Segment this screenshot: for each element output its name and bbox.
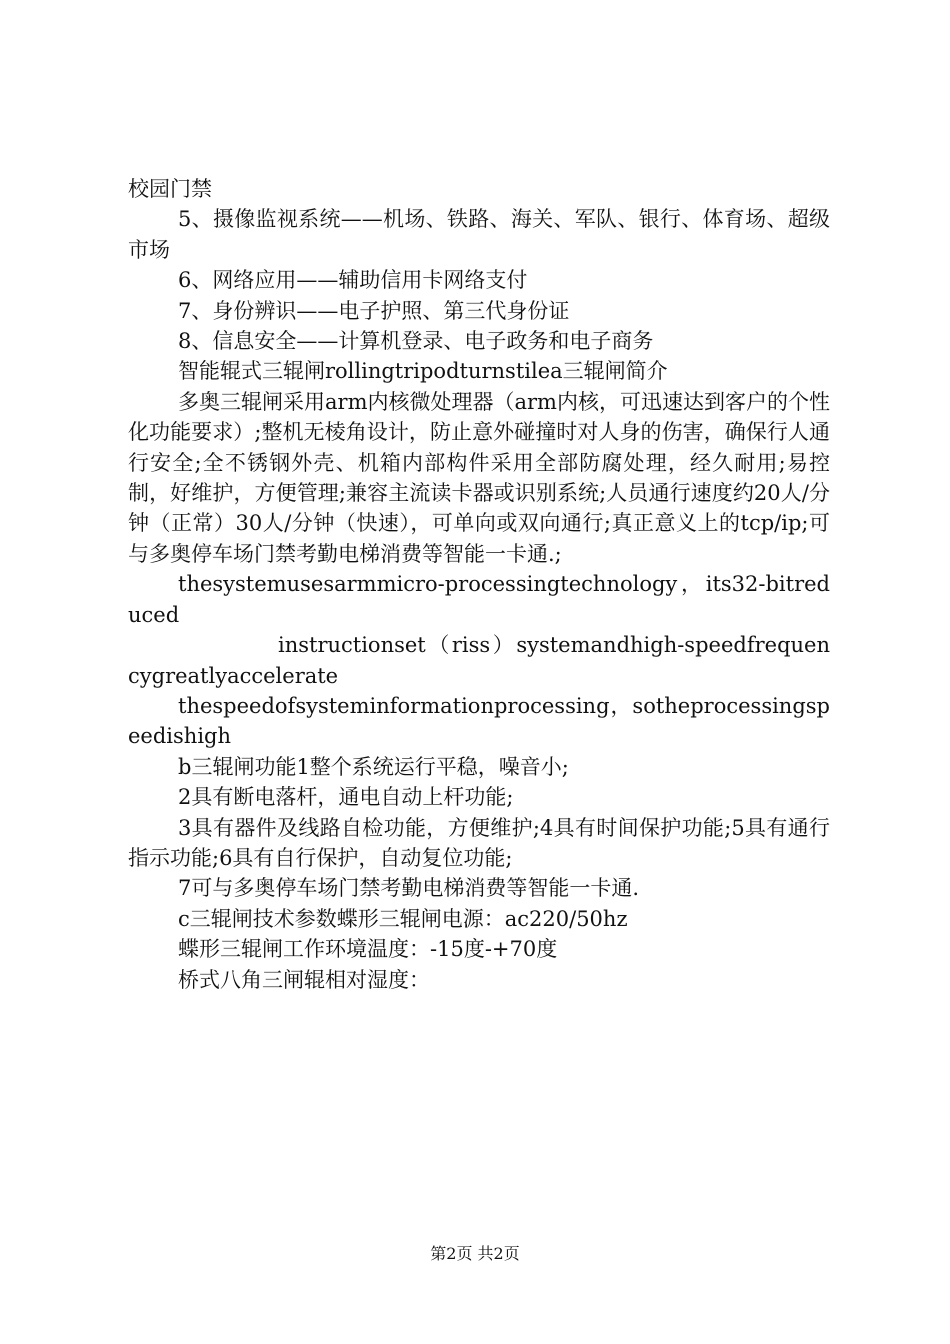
paragraph-function-7: 7可与多奥停车场门禁考勤电梯消费等智能一卡通. bbox=[178, 876, 640, 901]
paragraph-humidity: 桥式八角三闸辊相对湿度： bbox=[178, 967, 430, 992]
section-heading-c: c三辊闸技术参数蝶形三辊闸电源：ac220/50hz bbox=[178, 906, 628, 931]
paragraph-temperature: 蝶形三辊闸工作环境温度：-15度-+70度 bbox=[178, 937, 558, 962]
paragraph-function-2: 2具有断电落杆，通电自动上杆功能; bbox=[178, 785, 514, 810]
paragraph-intro: 多奥三辊闸采用arm内核微处理器（arm内核，可迅速达到客户的个性化功能要求）;整机无棱角设计，防止意外碰撞时对人身的伤害，确保行人通行安全;全不锈钢外壳、机箱内部构件采用全部防腐处理，经久耐用;易控制，好维护，方便管理;兼容主流读卡器或识别系统;人员通行速度约20人/分钟（正常）30人/分钟（快速），可单向或双向通行;真正意义上的tcp/ip;可与多奥停车场门禁考勤电梯消费等智能一卡通.; bbox=[128, 389, 830, 566]
paragraph-item-8: 8、信息安全——计算机登录、电子政务和电子商务 bbox=[178, 329, 654, 354]
paragraph-item-7: 7、身份辨识——电子护照、第三代身份证 bbox=[178, 298, 570, 323]
paragraph-function-3: 3具有器件及线路自检功能，方便维护;4具有时间保护功能;5具有通行指示功能;6具有自行保护，自动复位功能; bbox=[128, 815, 830, 870]
section-heading-b: b三辊闸功能1整个系统运行平稳，噪音小; bbox=[178, 754, 569, 779]
page-footer: 第2页 共2页 bbox=[430, 1244, 520, 1263]
document-body bbox=[128, 174, 830, 995]
paragraph-english-1: thesystemusesarmmicro-processingtechnology，its32-bitreduced bbox=[128, 572, 830, 627]
paragraph-item-6: 6、网络应用——辅助信用卡网络支付 bbox=[178, 268, 528, 293]
paragraph-item-5: 5、摄像监视系统——机场、铁路、海关、军队、银行、体育场、超级市场 bbox=[128, 207, 830, 262]
paragraph-english-2: instructionset（riss）systemandhigh-speedfrequencygreatlyaccelerate bbox=[128, 633, 830, 688]
paragraph-english-3: thespeedofsysteminformationprocessing，sotheprocessingspeedishigh bbox=[128, 693, 830, 749]
section-heading-a: 智能辊式三辊闸rollingtripodturnstilea三辊闸简介 bbox=[178, 359, 668, 384]
paragraph-campus-access: 校园门禁 bbox=[128, 177, 212, 201]
